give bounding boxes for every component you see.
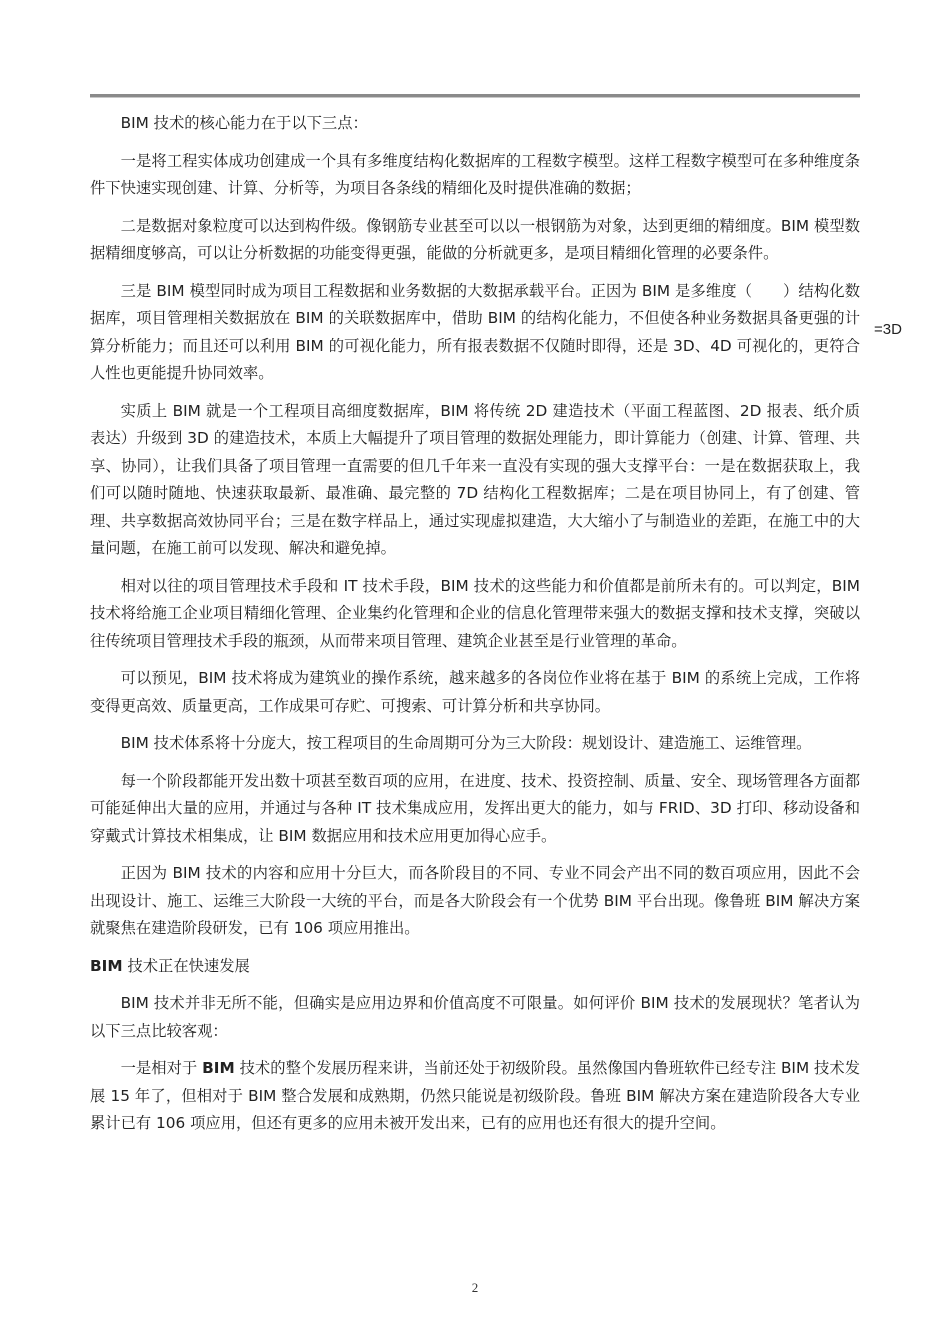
paragraph-bim-database: 实质上 BIM 就是一个工程项目高细度数据库，BIM 将传统 2D 建造技术（平面工程蓝图、2D 报表、纸介质表达）升级到 3D 的建造技术，本质上大幅提升了项目管理的数据处理能力，即计算能力（创建、计算、管理、共享、协同），让我们具备了项目管理一直需要的但几千年来一直没有实现的强大支撑平台：一是在数据获取上，我们可以随时随地、快速获取最新、最准确、最完整的 7D 结构化工程数据库；二是在项目协同上，有了创建、管理、共享数据高效协同平台；三是在数字样品上，通过实现虚拟建造，大大缩小了与制造业的差距，在施工中的大量问题，在施工前可以发现、解决和避免掉。 xyxy=(90,401,860,557)
paragraph-capability-three: 三是 BIM 模型同时成为项目工程数据和业务数据的大数据承载平台。正因为 BIM 是多维度（ ）结构化数据库，项目管理相关数据放在 BIM 的关联数据库中，借助 BIM 的结构化能力，不但使各种业务数据具备更强的计算分析能力；而且还可以利用 BIM 的可视化能力，所有报表数据不仅随时即得，还是 3D、4D 可视化的，更符合人性也更能提升协同效率。 xyxy=(90,281,860,382)
margin-note: =3D xyxy=(874,321,902,338)
page-number: 2 xyxy=(471,1280,479,1295)
header-rule xyxy=(90,94,860,98)
section-heading xyxy=(90,953,860,981)
paragraph-lifecycle-stages: BIM 技术体系将十分庞大，按工程项目的生命周期可分为三大阶段：规划设计、建造施工、运维管理。 xyxy=(120,734,812,752)
paragraph-core-capabilities-intro: BIM 技术的核心能力在于以下三点： xyxy=(120,114,368,132)
paragraph-initial-stage xyxy=(90,1055,860,1138)
paragraph-unprecedented-value: 相对以往的项目管理技术手段和 IT 技术手段，BIM 技术的这些能力和价值都是前所未有的。可以判定，BIM 技术将给施工企业项目精细化管理、企业集约化管理和企业的信息化管理带来强大的数据支撑和技术支撑，突破以往传统项目管理技术手段的瓶颈，从而带来项目管理、建筑企业甚至是行业管理的革命。 xyxy=(90,576,860,650)
paragraph-capability-two: 二是数据对象粒度可以达到构件级。像钢筋专业甚至可以以一根钢筋为对象，达到更细的精细度。BIM 模型数据精细度够高，可以让分析数据的功能变得更强，能做的分析就更多，是项目精细化管理的必要条件。 xyxy=(90,216,860,262)
paragraph-capability-one: 一是将工程实体成功创建成一个具有多维度结构化数据库的工程数字模型。这样工程数字模型可在多种维度条件下快速实现创建、计算、分析等，为项目各条线的精细化及时提供准确的数据； xyxy=(90,151,860,197)
paragraph-stage-applications: 每一个阶段都能开发出数十项甚至数百项的应用，在进度、技术、投资控制、质量、安全、现场管理各方面都可能延伸出大量的应用，并通过与各种 IT 技术集成应用，发挥出更大的能力，如与 FRID、3D 打印、移动设备和穿戴式计算技术相集成，让 BIM 数据应用和技术应用更加得心应手。 xyxy=(90,771,860,845)
paragraph-platform-outlook: 正因为 BIM 技术的内容和应用十分巨大，而各阶段目的不同、专业不同会产出不同的数百项应用，因此不会出现设计、施工、运维三大阶段一大统的平台，而是各大阶段会有一个优势 BIM 平台出现。像鲁班 BIM 解决方案就聚焦在建造阶段研发，已有 106 项应用推出。 xyxy=(90,864,860,937)
document-body xyxy=(90,110,860,1148)
section-heading-text: 技术正在快速发展 xyxy=(122,956,250,975)
section-heading-bold: BIM xyxy=(90,956,123,975)
paragraph-initial-stage-b: 技术的整个发展历程来讲，当前还处于初级阶段。虽然像国内鲁班软件已经专注 BIM 技术发展 15 年了，但相对于 BIM 整合发展和成熟期，仍然只能说是初级阶段。鲁班 BIM 解决方案在建造阶段各大专业累计已有 106 项应用，但还有更多的应用未被开发出来，已有的应用也还有很大的提升空间。 xyxy=(90,1059,860,1132)
paragraph-operating-system: 可以预见，BIM 技术将成为建筑业的操作系统，越来越多的各岗位作业将在基于 BIM 的系统上完成，工作将变得更高效、质量更高，工作成果可存贮、可搜索、可计算分析和共享协同。 xyxy=(90,669,860,715)
paragraph-development-status: BIM 技术并非无所不能，但确实是应用边界和价值高度不可限量。如何评价 BIM 技术的发展现状？笔者认为以下三点比较客观： xyxy=(90,994,860,1040)
paragraph-initial-stage-bold: BIM xyxy=(202,1059,235,1077)
paragraph-initial-stage-a: 一是相对于 xyxy=(120,1059,203,1077)
